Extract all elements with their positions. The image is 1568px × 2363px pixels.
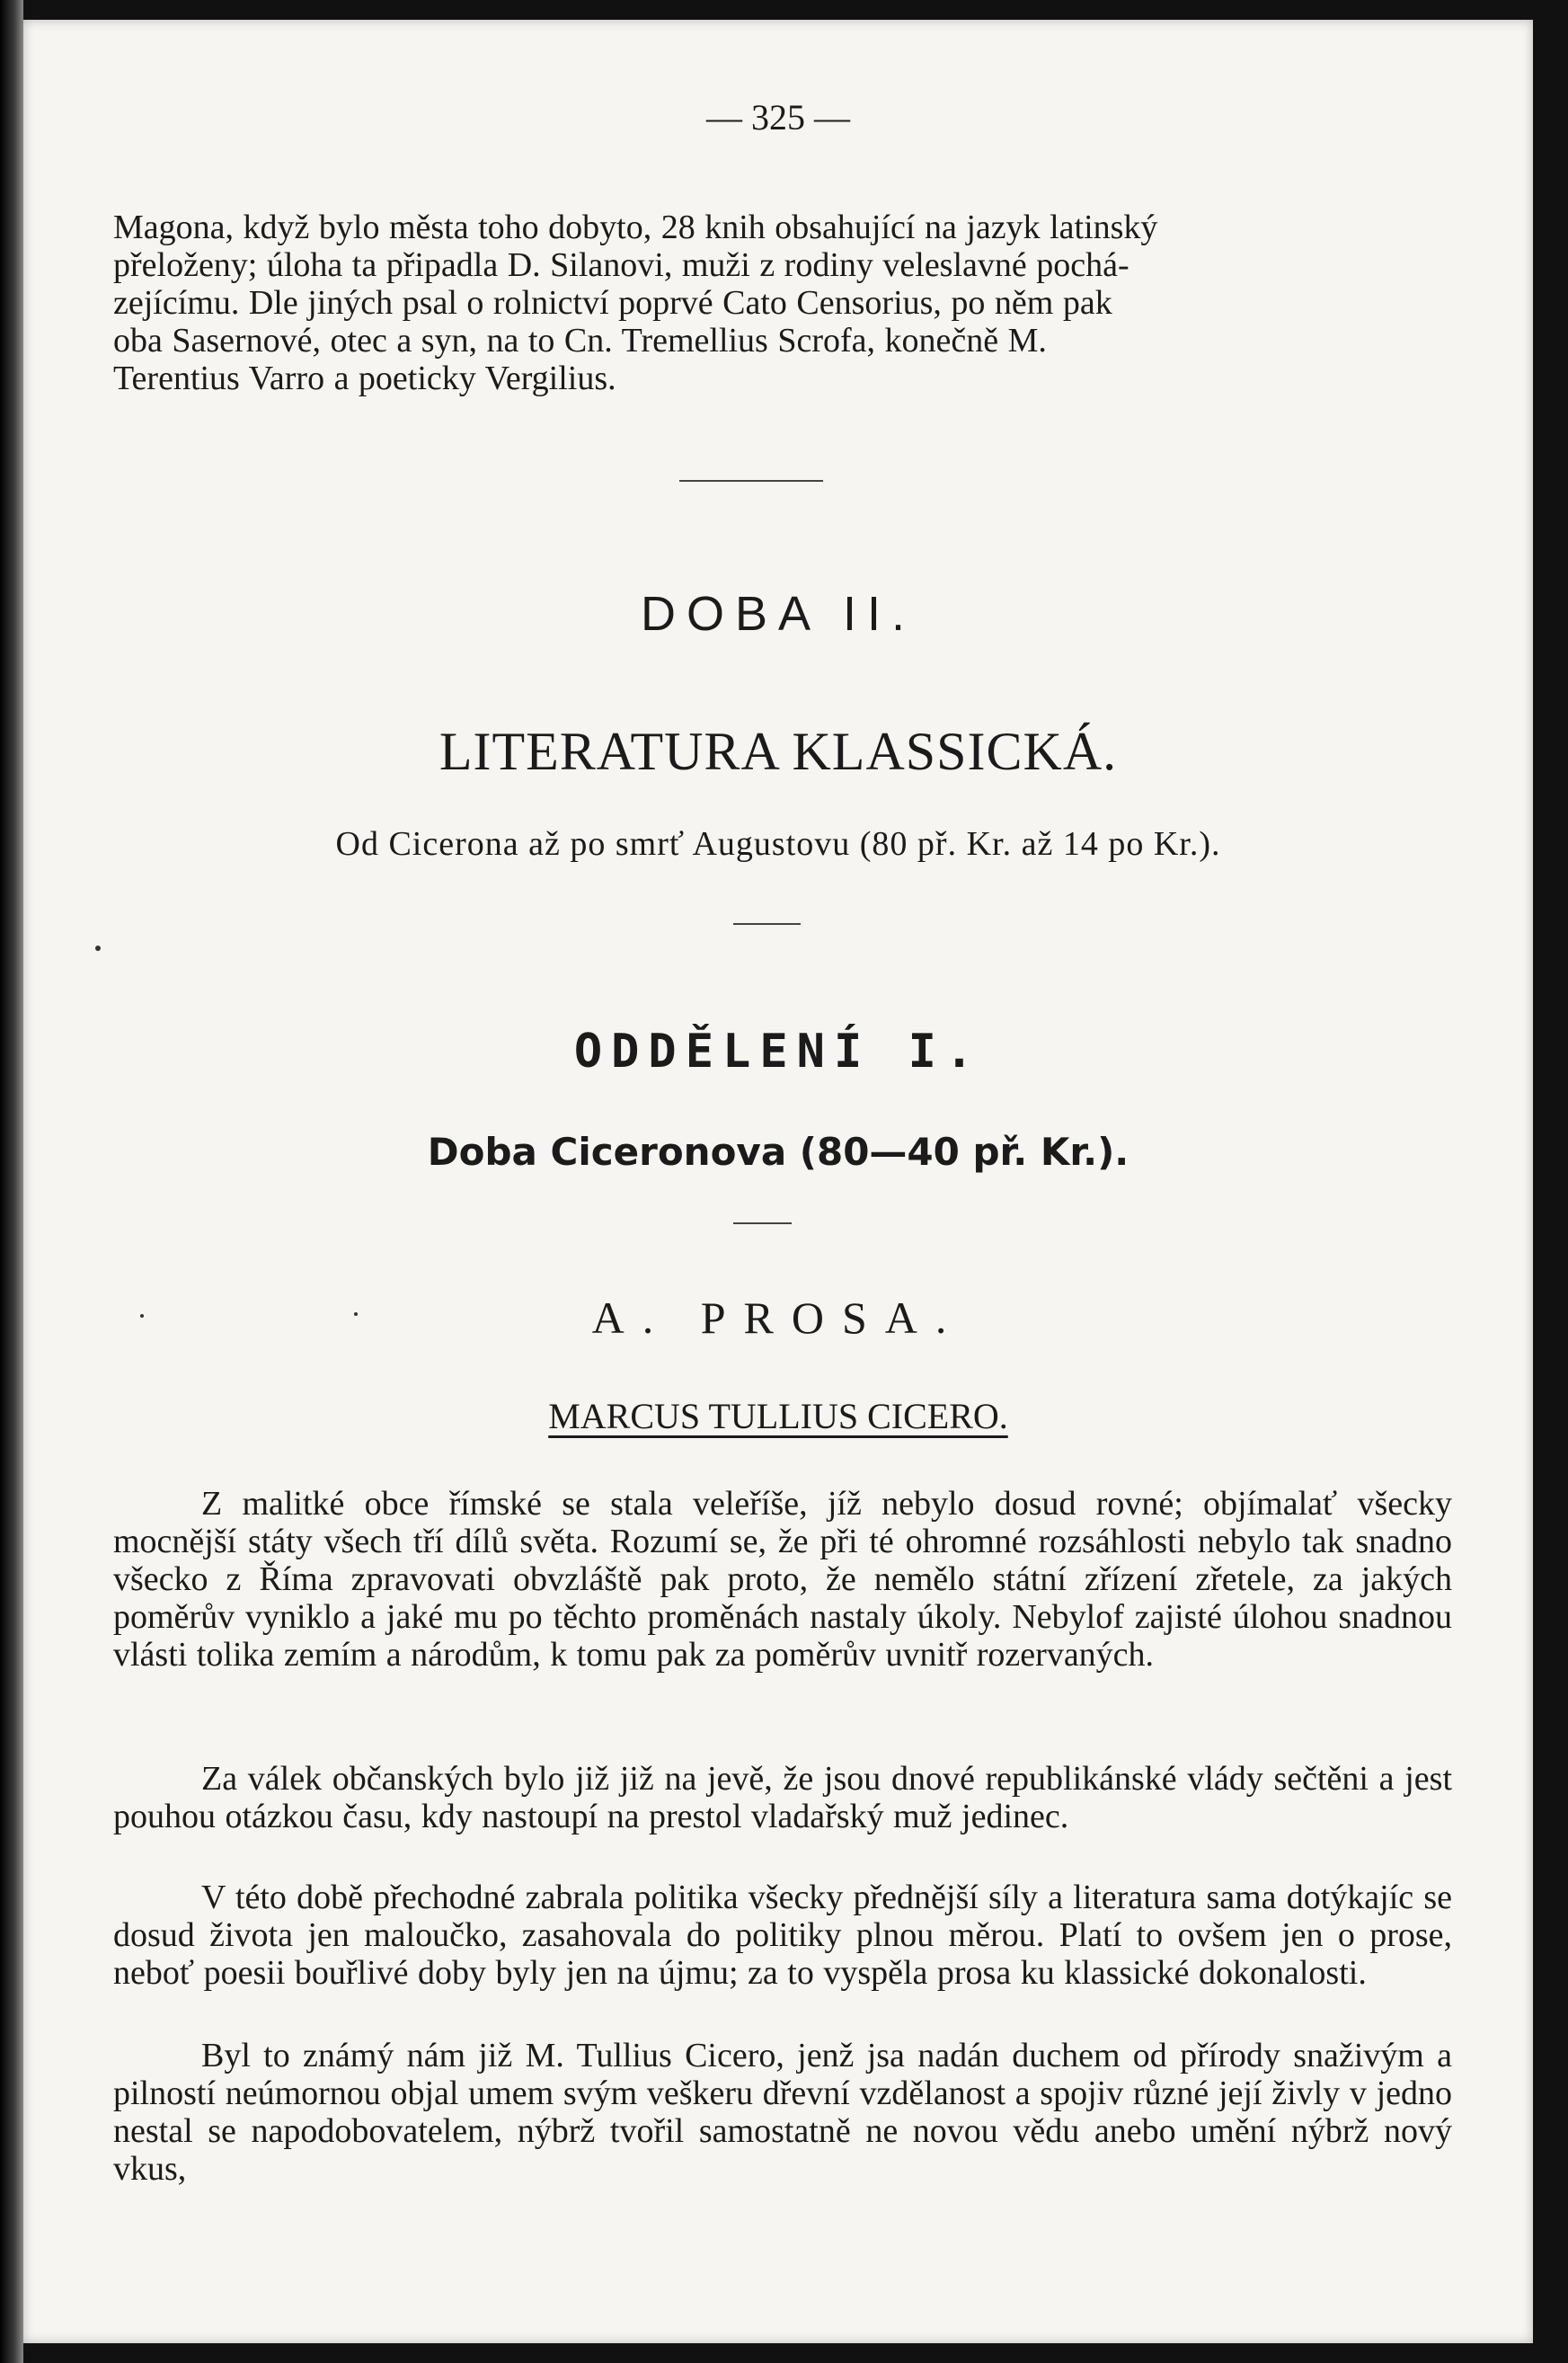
literature-heading: LITERATURA KLASSICKÁ. [439,722,1118,781]
section-divider [733,1222,792,1224]
page-number: — 325 — [706,97,850,138]
paragraph-3: V této době přechodné zabrala politika všecky přednější síly a literatura sama dotýkajíc se dosud života jen maloučko, zasahovala do politiky plnou měrou. Platí to ovšem jen o prose, neboť poesii bouřlivé doby byly jen na újmu; za to vyspěla prosa ku klassické dokonalosti. [113,1879,1452,1992]
intro-line: zejícímu. Dle jiných psal o rolnictví poprvé Cato Censorius, po něm pak [113,284,1112,322]
section-subheading: Doba Ciceronova (80—40 př. Kr.). [427,1130,1129,1174]
author-heading: MARCUS TULLIUS CICERO. [548,1396,1008,1436]
ink-speck [95,946,101,951]
section-divider [679,480,823,482]
book-spine-shadow [0,0,23,2363]
paragraph-1: Z malitké obce římské se stala veleříše, jíž nebylo dosud rovné; objímalať všecky mocnější státy všech tří dílů světa. Rozumí se, že při té ohromné rozsáhlosti nebylo tak snadno všecko z Říma zpravovati obvzláště pak proto, že nemělo státní zřízení zřetele, za jakých poměrův vyniklo a jaké mu po těchto proměnách nastaly úkoly. Nebylof zajisté úlohou snadnou vlásti tolika zemím a národům, k tomu pak za poměrův uvnitř rozervaných. [113,1485,1452,1674]
prose-heading: A. PROSA. [591,1293,965,1343]
paragraph-4: Byl to známý nám již M. Tullius Cicero, jenž jsa nadán duchem od přírody snaživým a pilností neúmornou objal umem svým veškeru dřevní vzdělanost a spojiv různé její živly v jedno nestal se napodobovatelem, nýbrž tvořil samostatně ne novou vědu anebo umění nýbrž nový vkus, [113,2037,1452,2188]
book-page [23,20,1533,2343]
intro-paragraph [113,209,1452,397]
period-heading: DOBA II. [640,587,917,641]
section-heading: ODDĚLENÍ I. [573,1025,983,1079]
section-divider [733,923,801,925]
period-span: Od Cicerona až po smrť Augustovu (80 př. Kr. až 14 po Kr.). [335,825,1221,863]
intro-line: Magona, když bylo města toho dobyto, 28 knih obsahující na jazyk latinský [113,209,1158,246]
intro-line: oba Sasernové, otec a syn, na to Cn. Tremellius Scrofa, konečně M. [113,322,1047,360]
intro-line: přeloženy; úloha ta připadla D. Silanovi, muži z rodiny veleslavné pochá- [113,246,1129,284]
paragraph-2: Za válek občanských bylo již již na jevě, že jsou dnové republikánské vlády sečtěni a jest pouhou otázkou času, kdy nastoupí na prestol vladařský muž jedinec. [113,1760,1452,1835]
intro-line: Terentius Varro a poeticky Vergilius. [113,360,616,397]
